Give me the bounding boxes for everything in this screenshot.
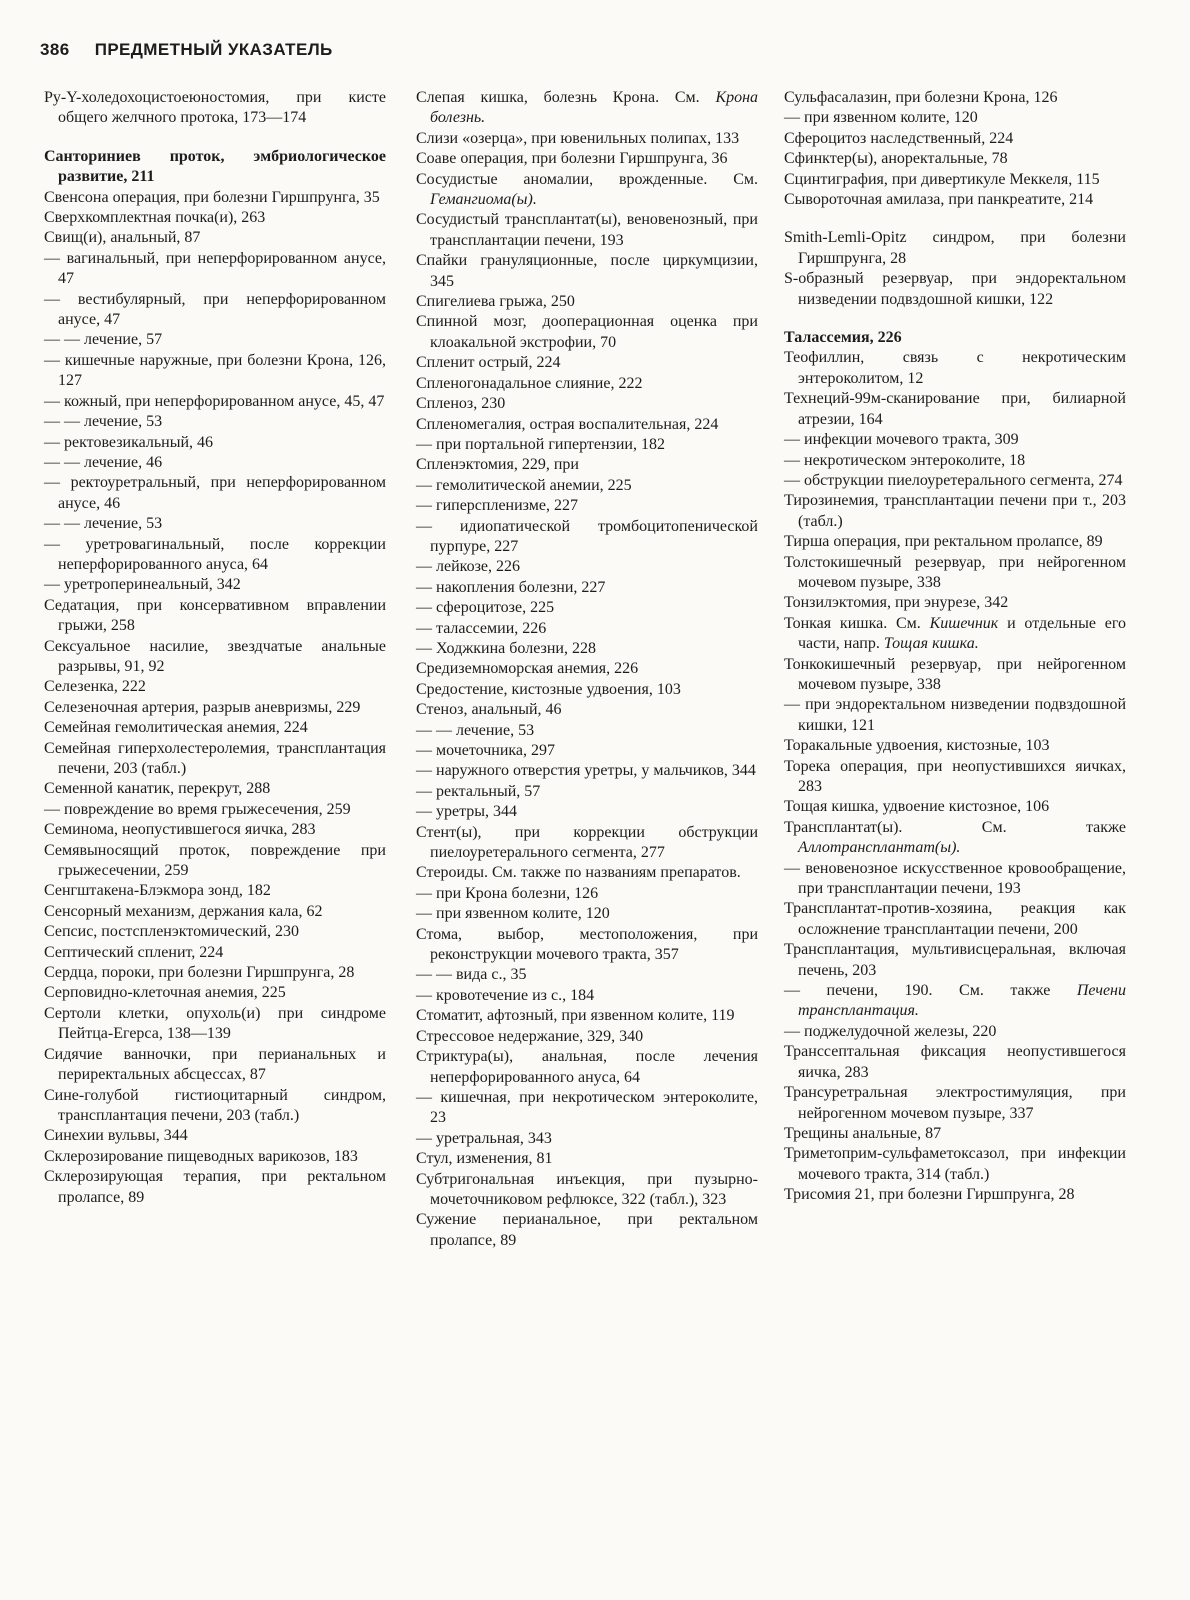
index-entry: Сердца, пороки, при болезни Гиршпрунга, 28 (44, 964, 355, 982)
index-entry: Сексуальное насилие, звездчатые анальные разрывы, 91, 92 (44, 637, 386, 675)
index-entry: Сосудистый трансплантат(ы), веновенозный, при трансплантации печени, 193 (416, 211, 758, 249)
index-entry: — некротическом энтероколите, 18 (784, 451, 1026, 469)
index-entry: Технеций-99м-сканирование при, билиарной атрезии, 164 (784, 390, 1126, 428)
index-entry: Стоматит, афтозный, при язвенном колите, 119 (416, 1007, 735, 1025)
index-entry: Серповидно-клеточная анемия, 225 (44, 984, 286, 1002)
index-entry: — — вида с., 35 (416, 966, 527, 984)
index-entry: Седатация, при консервативном вправлении грыжи, 258 (44, 596, 386, 635)
index-entry: Семинома, неопустившегося яичка, 283 (44, 821, 316, 839)
index-entry: Стрессовое недержание, 329, 340 (416, 1027, 644, 1045)
index-entry: Склерозирующая терапия, при ректальном пролапсе, 89 (44, 1168, 386, 1206)
index-entry: — инфекции мочевого тракта, 309 (784, 431, 1019, 449)
index-entry: — уретроперинеальный, 342 (44, 576, 241, 594)
index-entry: — при язвенном колите, 120 (784, 109, 978, 127)
index-entry: Сужение перианальное, при ректальном пролапсе, 89 (416, 1211, 758, 1249)
index-entry: Теофиллин, связь с некротическим энтероколитом, 12 (784, 349, 1126, 387)
index-entry: Торакальные удвоения, кистозные, 103 (784, 737, 1050, 755)
index-entry: — накопления болезни, 227 (416, 578, 606, 596)
index-entry: Санториниев проток, эмбриологическое развитие, 211 (44, 147, 386, 186)
index-entry: Субтригональная инъекция, при пузырно-мочеточниковом рефлюксе, 322 (табл.), 323 (416, 1170, 758, 1208)
index-entry: Трансплантат(ы). См. также Аллотрансплантат(ы). (784, 818, 1126, 857)
index-entry: Сульфасалазин, при болезни Крона, 126 (784, 89, 1058, 106)
index-entry: Соаве операция, при болезни Гиршпрунга, 36 (416, 150, 728, 168)
index-entry: Сфероцитоз наследственный, 224 (784, 129, 1014, 147)
index-entry: — при эндоректальном низведении подвздошной кишки, 121 (784, 696, 1126, 734)
index-column-3 (784, 88, 1126, 1206)
index-entry: Спайки грануляционные, после циркумцизии, 345 (416, 252, 758, 290)
index-entry: Сверхкомплектная почка(и), 263 (44, 209, 266, 227)
index-entry: — — лечение, 53 (44, 413, 163, 431)
index-entry: Торека операция, при неопустившихся яичках, 283 (784, 757, 1126, 795)
index-entry: Трансплантат-против-хозяина, реакция как осложнение трансплантации печени, 200 (784, 900, 1126, 938)
index-entry: — при Крона болезни, 126 (416, 884, 599, 902)
index-entry: Ру-Y-холедохоцистоеюностомия, при кисте общего желчного протока, 173—174 (44, 89, 386, 127)
index-entry: — — лечение, 57 (44, 331, 163, 349)
index-entry: — кишечные наружные, при болезни Крона, 126, 127 (44, 351, 386, 390)
index-entry: Спленит острый, 224 (416, 354, 561, 372)
index-entry: Семенной канатик, перекрут, 288 (44, 780, 271, 798)
index-entry: — кишечная, при некротическом энтероколите, 23 (416, 1088, 758, 1127)
index-entry: Семейная гиперхолестеролемия, трансплантация печени, 203 (табл.) (44, 739, 386, 777)
index-entry: Трисомия 21, при болезни Гиршпрунга, 28 (784, 1186, 1075, 1204)
index-entry: Сенсорный механизм, держания кала, 62 (44, 902, 323, 920)
index-entry: Семейная гемолитическая анемия, 224 (44, 719, 308, 737)
index-entry: Транссептальная фиксация неопустившегося яичка, 283 (784, 1043, 1126, 1081)
index-entry: Стеноз, анальный, 46 (416, 701, 562, 719)
index-entry: Спленэктомия, 229, при (416, 456, 579, 474)
index-entry: Тонкокишечный резервуар, при нейрогенном мочевом пузыре, 338 (784, 655, 1126, 693)
index-entry: Сфинктер(ы), аноректальные, 78 (784, 150, 1008, 168)
index-entry: — уретровагинальный, после коррекции неперфорированного ануса, 64 (44, 535, 386, 573)
index-entry: Свенсона операция, при болезни Гиршпрунга, 35 (44, 188, 380, 206)
index-entry: Средостение, кистозные удвоения, 103 (416, 680, 681, 698)
index-entry: — вагинальный, при неперфорированном анусе, 47 (44, 249, 386, 288)
index-entry: Селезенка, 222 (44, 678, 146, 696)
index-entry: Тирша операция, при ректальном пролапсе, 89 (784, 533, 1103, 551)
index-entry: Сосудистые аномалии, врожденные. См. Гемангиома(ы). (416, 170, 758, 209)
index-entry: Стероиды. См. также по названиям препаратов. (416, 864, 741, 882)
index-entry: Слизи «озерца», при ювенильных полипах, 133 (416, 129, 740, 147)
index-entry: — поджелудочной железы, 220 (784, 1022, 997, 1040)
index-entry: — кожный, при неперфорированном анусе, 45, 47 (44, 392, 385, 410)
index-entry: — веновенозное искусственное кровообращение, при трансплантации печени, 193 (784, 859, 1126, 898)
index-entry: — — лечение, 53 (44, 515, 163, 533)
index-column-2 (416, 88, 758, 1251)
index-entry: Сидячие ванночки, при перианальных и периректальных абсцессах, 87 (44, 1045, 386, 1084)
index-entry: — вестибулярный, при неперфорированном анусе, 47 (44, 290, 386, 329)
index-entry: — — лечение, 46 (44, 453, 163, 471)
index-entry: Спленогонадальное слияние, 222 (416, 374, 643, 392)
index-entry: — лейкозе, 226 (416, 558, 521, 576)
index-entry: Слепая кишка, болезнь Крона. См. Крона болезнь. (416, 89, 758, 127)
index-entry: — идиопатической тромбоцитопенической пурпуре, 227 (416, 517, 758, 555)
index-entry: Синехии вульвы, 344 (44, 1127, 188, 1145)
index-entry: Сцинтиграфия, при дивертикуле Меккеля, 115 (784, 170, 1100, 188)
index-entry: — ректальный, 57 (416, 782, 541, 800)
index-entry: Smith-Lemli-Opitz синдром, при болезни Гиршпрунга, 28 (784, 229, 1126, 267)
index-entry: — гемолитической анемии, 225 (416, 476, 632, 494)
index-entry: — наружного отверстия уретры, у мальчиков, 344 (416, 762, 756, 780)
index-entry: — сфероцитозе, 225 (416, 599, 555, 617)
index-entry: — обструкции пиелоуретерального сегмента, 274 (784, 471, 1123, 489)
index-entry: — — лечение, 53 (416, 721, 535, 739)
index-entry: Спинной мозг, дооперационная оценка при клоакальной экстрофии, 70 (416, 313, 758, 351)
index-entry: Стриктура(ы), анальная, после лечения неперфорированного ануса, 64 (416, 1048, 758, 1086)
index-entry: Средиземноморская анемия, 226 (416, 660, 639, 678)
index-entry: Семявыносящий проток, повреждение при грыжесечении, 259 (44, 841, 386, 880)
index-entry: Трансплантация, мультивисцеральная, включая печень, 203 (784, 941, 1126, 979)
index-entry: Сенгштакена-Блэкмора зонд, 182 (44, 882, 271, 900)
index-entry: — при язвенном колите, 120 (416, 905, 610, 923)
index-entry: — уретры, 344 (416, 803, 518, 821)
page-title: ПРЕДМЕТНЫЙ УКАЗАТЕЛЬ (94, 40, 333, 59)
index-entry: — гиперспленизме, 227 (416, 497, 578, 515)
index-entry: — ректоуретральный, при неперфорированном анусе, 46 (44, 474, 386, 512)
index-entry: Сывороточная амилаза, при панкреатите, 214 (784, 191, 1094, 209)
index-entry: Свищ(и), анальный, 87 (44, 229, 201, 247)
index-entry: Селезеночная артерия, разрыв аневризмы, 229 (44, 698, 361, 716)
index-column-1 (44, 88, 386, 1208)
index-entry: — мочеточника, 297 (416, 742, 556, 759)
index-entry: Тирозинемия, трансплантации печени при т., 203 (табл.) (784, 492, 1126, 530)
index-entry: — повреждение во время грыжесечения, 259 (44, 800, 351, 818)
index-entry: Тощая кишка, удвоение кистозное, 106 (784, 798, 1050, 816)
index-entry: Тонзилэктомия, при энурезе, 342 (784, 594, 1009, 612)
index-entry: Триметоприм-сульфаметоксазол, при инфекции мочевого тракта, 314 (табл.) (784, 1145, 1126, 1183)
index-entry: Талассемия, 226 (784, 329, 902, 347)
index-entry: Трещины анальные, 87 (784, 1124, 942, 1142)
index-entry: Сепсис, постспленэктомический, 230 (44, 923, 299, 941)
index-entry: — кровотечение из с., 184 (416, 986, 595, 1004)
index-entry: — печени, 190. См. также Печени трансплантация. (784, 982, 1126, 1020)
index-entry: Сине-голубой гистиоцитарный синдром, трансплантация печени, 203 (табл.) (44, 1086, 386, 1124)
index-entry: Толстокишечный резервуар, при нейрогенном мочевом пузыре, 338 (784, 553, 1126, 591)
index-entry: — талассемии, 226 (416, 619, 547, 637)
index-entry: — уретральная, 343 (416, 1129, 552, 1147)
index-entry: Спигелиева грыжа, 250 (416, 293, 575, 311)
index-entry: Стома, выбор, местоположения, при реконструкции мочевого тракта, 357 (416, 925, 758, 964)
index-entry: Склерозирование пищеводных варикозов, 183 (44, 1147, 358, 1165)
index-entry: Сертоли клетки, опухоль(и) при синдроме Пейтца-Егерса, 138—139 (44, 1004, 386, 1043)
index-entry: — ректовезикальный, 46 (44, 433, 214, 451)
index-entry: Спленоз, 230 (416, 395, 506, 413)
index-entry: — при портальной гипертензии, 182 (416, 435, 665, 453)
index-entry: Септический спленит, 224 (44, 943, 224, 961)
page-header (40, 40, 333, 60)
index-entry: — Ходжкина болезни, 228 (416, 639, 596, 657)
index-entry: Стул, изменения, 81 (416, 1150, 553, 1168)
index-entry: Трансуретральная электростимуляция, при нейрогенном мочевом пузыре, 337 (784, 1084, 1126, 1122)
index-entry: Спленомегалия, острая воспалительная, 224 (416, 415, 719, 433)
index-entry: Стент(ы), при коррекции обструкции пиелоуретерального сегмента, 277 (416, 823, 758, 862)
index-entry: Тонкая кишка. См. Кишечник и отдельные его части, напр. Тощая кишка. (784, 614, 1126, 653)
page-number: 386 (40, 40, 70, 59)
index-entry: S-образный резервуар, при эндоректальном низведении подвздошной кишки, 122 (784, 270, 1126, 308)
